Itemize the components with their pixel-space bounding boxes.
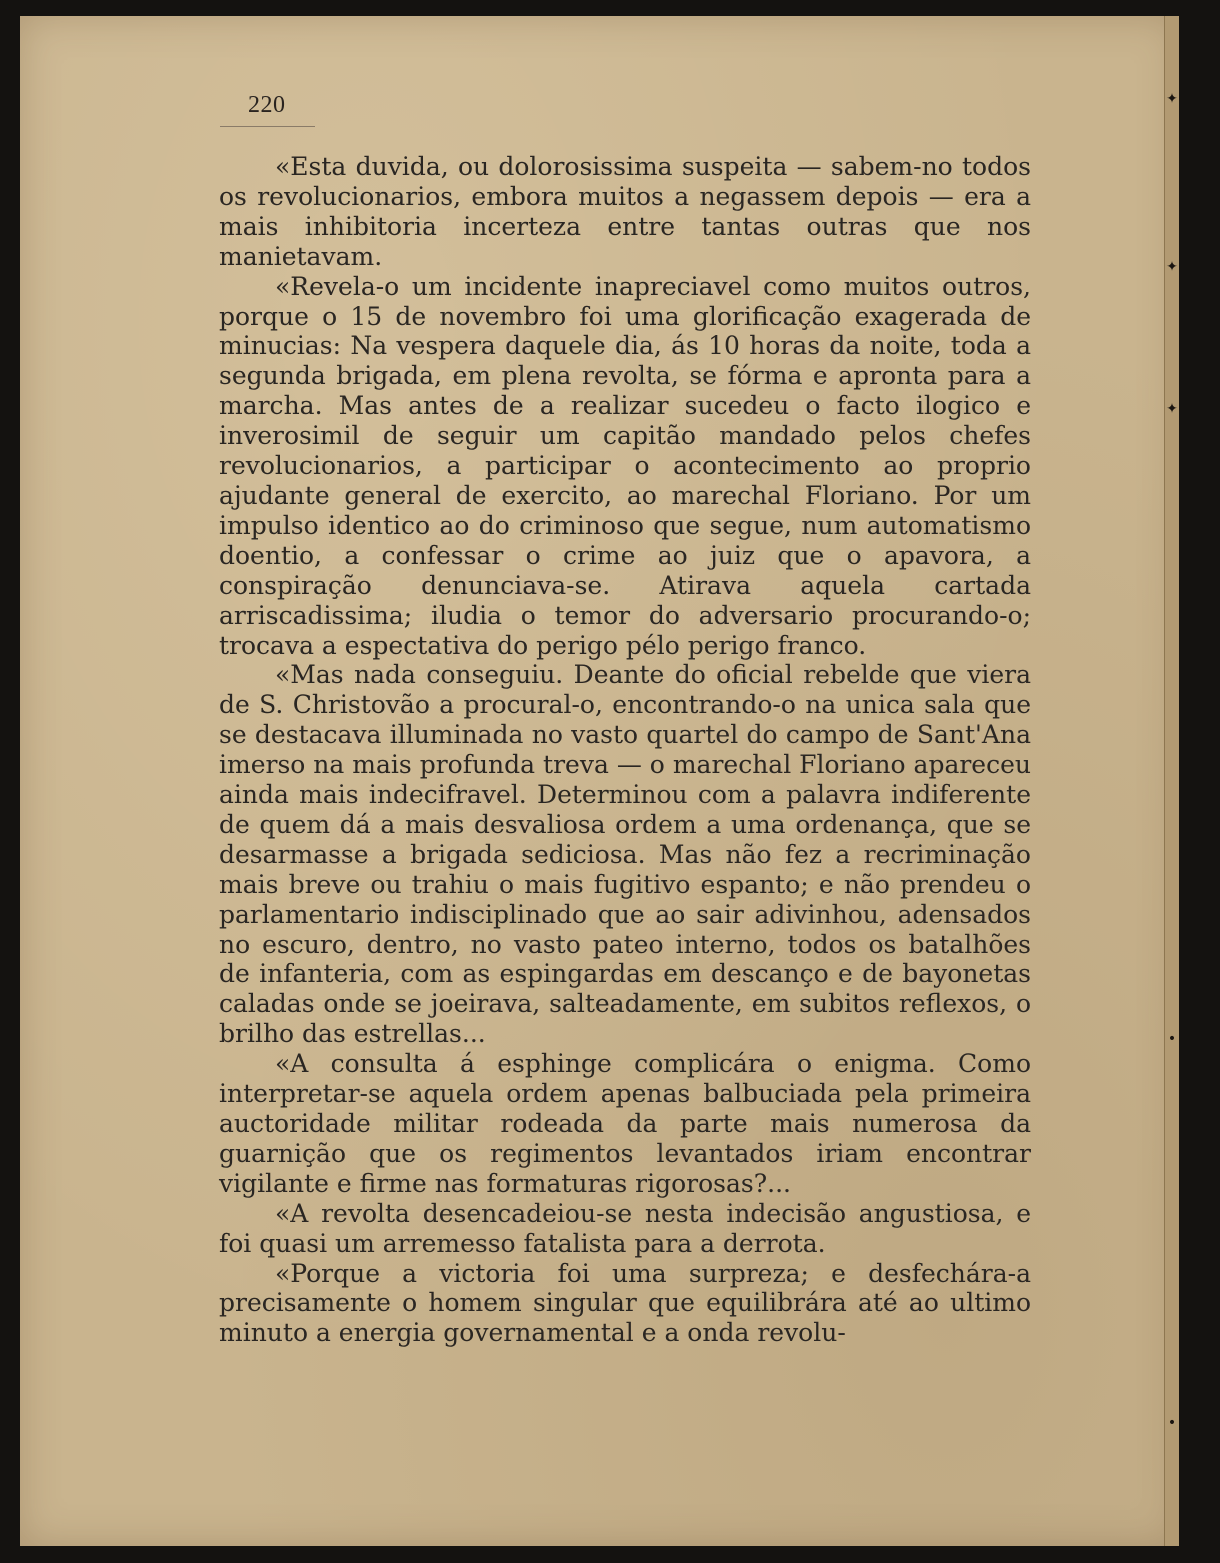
binding-thread-mark: • (1167, 1031, 1177, 1047)
page-number: 220 (248, 92, 286, 118)
paragraph: «A consulta á esphinge complicára o enigma. Como interpretar-se aquela ordem apenas balbuciada pela primeira auctoridade militar rodeada da parte mais numerosa da guarnição que os regimentos levantados iriam encontrar vigilante e firme nas formaturas rigorosas?... (219, 1049, 1031, 1198)
header-rule (220, 126, 315, 127)
paragraph: «A revolta desencadeiou-se nesta indecisão angustiosa, e foi quasi um arremesso fatalista para a derrota. (219, 1198, 1031, 1258)
paragraph: «Mas nada conseguiu. Deante do oficial rebelde que viera de S. Christovão a procural-o, encontrando-o na unica sala que se destacava illuminada no vasto quartel do campo de Sant'Ana imerso na mais profunda treva — o marechal Floriano apareceu ainda mais indecifravel. Determinou com a palavra indiferente de quem dá a mais desvaliosa ordem a uma ordenança, que se desarmasse a brigada sediciosa. Mas não fez a recriminação mais breve ou trahiu o mais fugitivo espanto; e não prendeu o parlamentario indisciplinado que ao sair adivinhou, adensados no escuro, dentro, no vasto pateo interno, todos os batalhões de infanteria, com as espingardas em descanço e de bayonetas caladas onde se joeirava, salteadamente, em subitos reflexos, o brilho das estrellas... (219, 660, 1031, 1049)
paragraph: «Porque a victoria foi uma surpreza; e desfechára-a precisamente o homem singular que equilibrára até ao ultimo minuto a energia governamental e a onda revolu- (219, 1258, 1031, 1348)
paragraph: «Esta duvida, ou dolorosissima suspeita — sabem-no todos os revolucionarios, embora muitos a negassem depois — era a mais inhibitoria incerteza entre tantas outras que nos manietavam. (219, 152, 1031, 271)
page-spine-edge (1164, 16, 1179, 1546)
body-text (219, 152, 1031, 1348)
binding-thread-mark: ✦ (1166, 401, 1178, 417)
paragraph: «Revela-o um incidente inapreciavel como muitos outros, porque o 15 de novembro foi uma glorificação exagerada de minucias: Na vespera daquele dia, ás 10 horas da noite, toda a segunda brigada, em plena revolta, se fórma e apronta para a marcha. Mas antes de a realizar sucedeu o facto ilogico e inverosimil de seguir um capitão mandado pelos chefes revolucionarios, a participar o acontecimento ao proprio ajudante general de exercito, ao marechal Floriano. Por um impulso identico ao do criminoso que segue, num automatismo doentio, a confessar o crime ao juiz que o apavora, a conspiração denunciava-se. Atirava aquela cartada arriscadissima; iludia o temor do adversario procurando-o; trocava a espectativa do perigo pélo perigo franco. (219, 271, 1031, 660)
binding-thread-mark: ✦ (1166, 91, 1178, 107)
binding-thread-mark: • (1167, 1415, 1177, 1431)
binding-thread-mark: ✦ (1166, 259, 1178, 275)
